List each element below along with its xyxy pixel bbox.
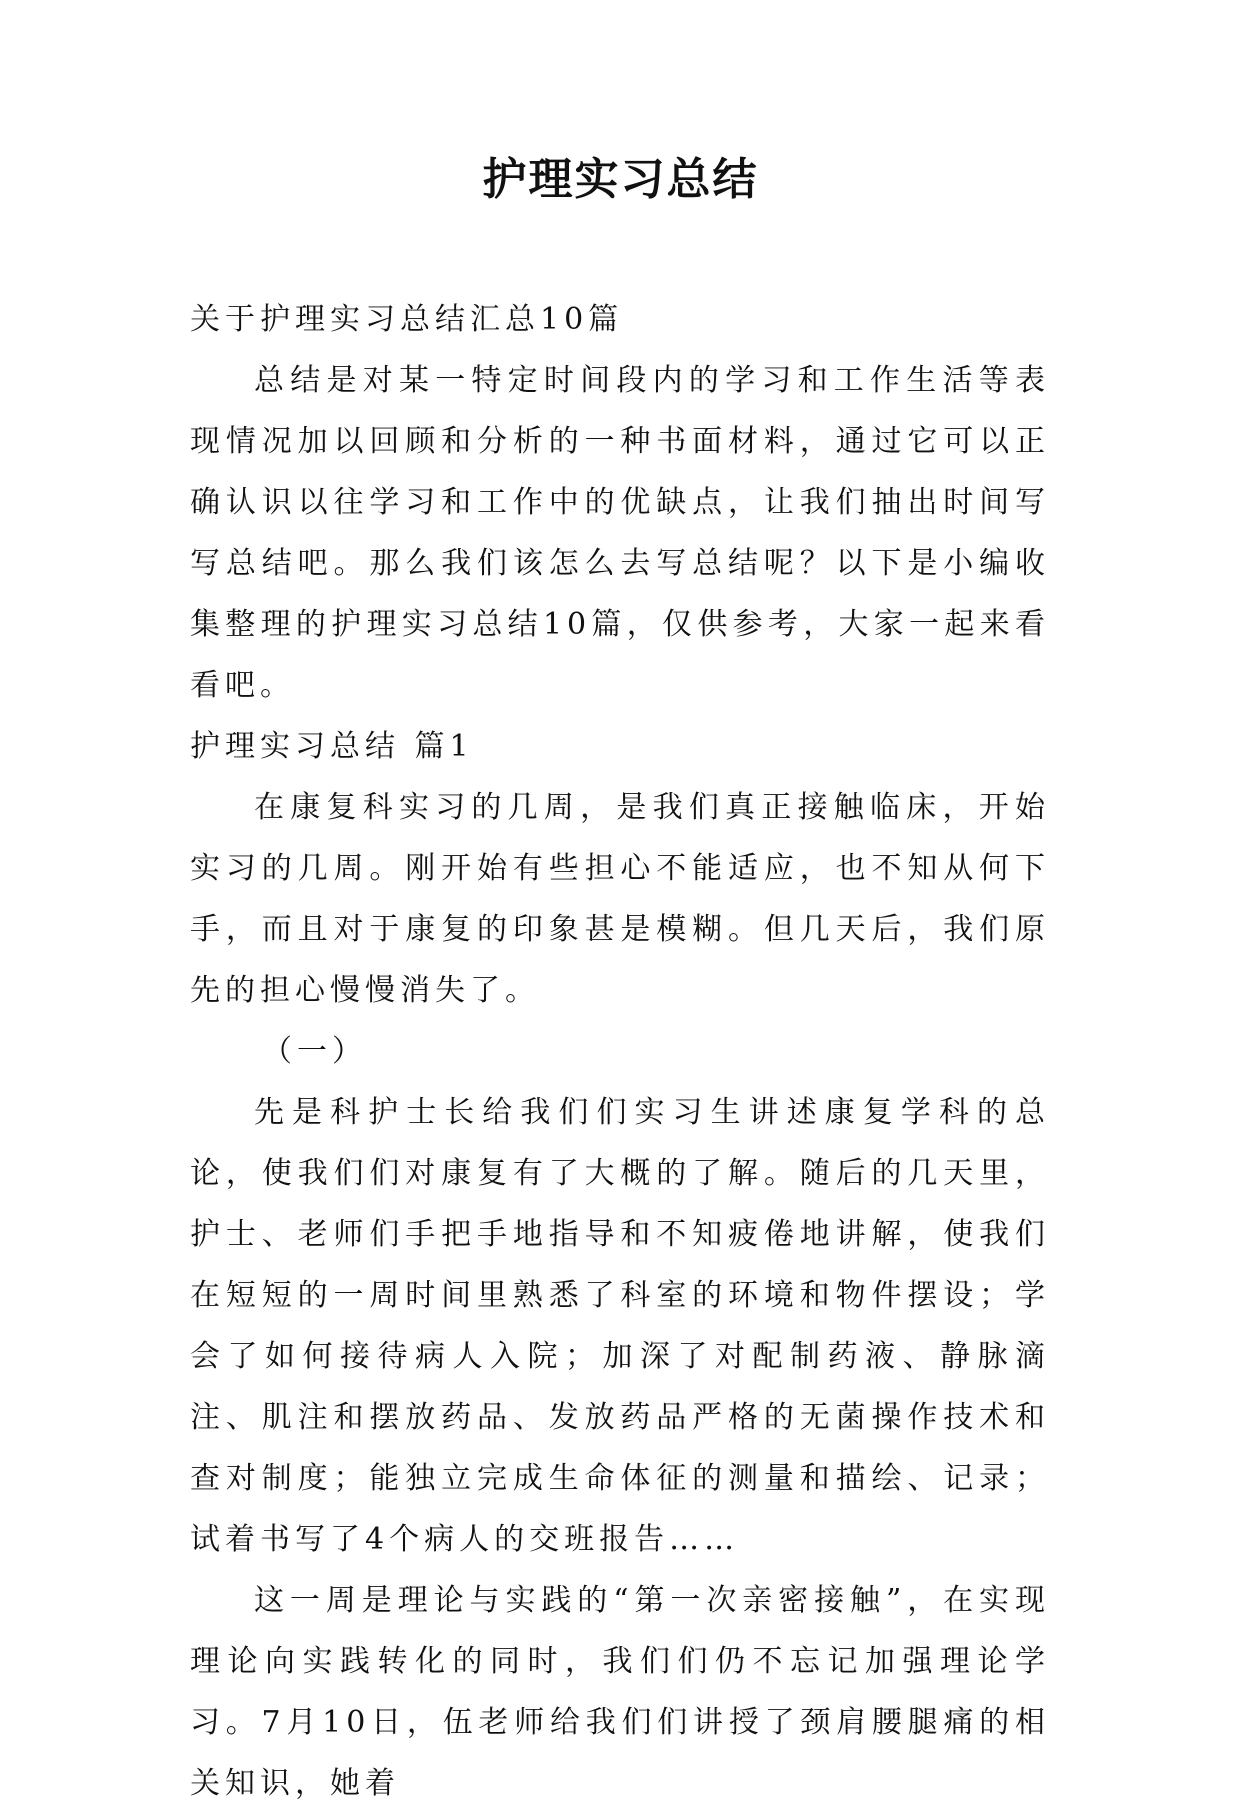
- section-heading: 护理实习总结 篇1: [190, 729, 474, 764]
- intro-paragraph: 总结是对某一特定时间段内的学习和工作生活等表现情况加以回顾和分析的一种书面材料，通过它可以正确认识以往学习和工作中的优缺点，让我们抽出时间写写总结吧。那么我们该怎么去写总结呢？以下是小编收集整理的护理实习总结10篇，仅供参考，大家一起来看看吧。: [190, 363, 1050, 703]
- document-title: 护理实习总结: [482, 154, 759, 205]
- body-paragraph: 先是科护士长给我们们实习生讲述康复学科的总论，使我们们对康复有了大概的了解。随后的几天里，护士、老师们手把手地指导和不知疲倦地讲解，使我们在短短的一周时间里熟悉了科室的环境和物件摆设；学会了如何接待病人入院；加深了对配制药液、静脉滴注、肌注和摆放药品、发放药品严格的无菌操作技术和查对制度；能独立完成生命体征的测量和描绘、记录；试着书写了4个病人的交班报告……: [190, 1095, 1050, 1557]
- document-body: [190, 289, 1050, 1814]
- body-paragraph: 这一周是理论与实践的“第一次亲密接触”，在实现理论向实践转化的同时，我们们仍不忘记加强理论学习。7月10日，伍老师给我们们讲授了颈肩腰腿痛的相关知识，她着: [190, 1583, 1050, 1801]
- body-paragraph: 在康复科实习的几周，是我们真正接触临床，开始实习的几周。刚开始有些担心不能适应，也不知从何下手，而且对于康复的印象甚是模糊。但几天后，我们原先的担心慢慢消失了。: [190, 790, 1050, 1008]
- subsection-marker: （一）: [262, 1034, 367, 1069]
- document-subtitle: 关于护理实习总结汇总10篇: [190, 302, 624, 337]
